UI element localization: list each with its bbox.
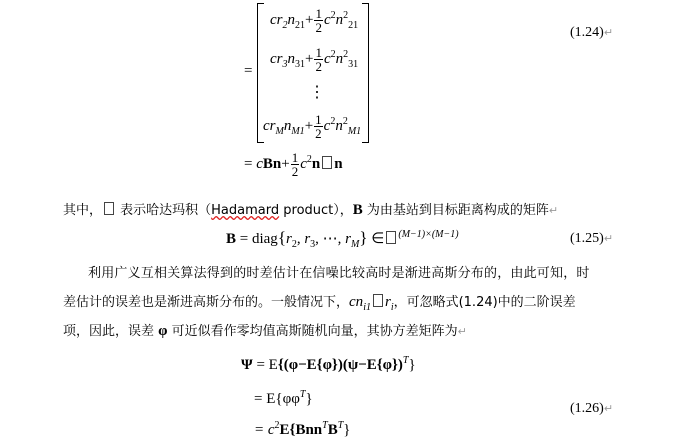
eq124-number: (1.24)↵ (570, 25, 614, 40)
hadamard-symbol (104, 202, 114, 215)
eq124-equals: = (244, 63, 253, 79)
hadamard-operator-glyph (322, 156, 332, 169)
right-bracket (362, 3, 369, 143)
eq126-line-1: $\Psi = E\{(\varphi-E\{\varphi\})(\psi-E\{\varphi\})^T\}$ (241, 355, 416, 373)
matrix-row-1: $cr_2n_{21}+$ $\frac{1}{2}$ $c^2n^2_{21}$ (270, 6, 359, 35)
paragraph-line-1: 利用广义互相关算法得到的时差估计在信噪比较高时是渐进高斯分布的，由此可知，时 (88, 266, 590, 281)
vertical-dots: ⋮ (309, 84, 325, 101)
eq126-number: (1.26)↵ (570, 401, 614, 416)
eq125-number: (1.25)↵ (570, 231, 614, 246)
eq125: $B = diag\{r_2$, $r_3$, ⋯, $r_M$} ∈ $^{(M-1)\times(M-1)}$ (226, 228, 459, 250)
paragraph-line-2: 差估计的误差也是渐进高斯分布的。一般情况下，$cn_{i1}$ $r_i$，可忽略式(1.24)中的二阶误差 (63, 294, 576, 313)
definition-line: 其中， 表示哈达玛积（Hadamard product），B 为由基站到目标距离构成的矩阵↵ (63, 202, 559, 218)
eq126-line-2: = $E\{\varphi\varphi^T\}$ (254, 389, 313, 407)
matrix-row-2: $cr_3n_{31}+$ $\frac{1}{2}$ $c^2n^2_{31}$ (270, 45, 359, 74)
eq124-line-2: = cBn+ $\frac{1}{2}$ $c^2n$ n (244, 150, 343, 179)
real-numbers-glyph (386, 231, 396, 244)
eq126-line-3: = $c^2E\{Bnn^TB^T\}$ (254, 420, 351, 438)
paragraph-line-3: 项，因此，误差 φ 可近似看作零均值高斯随机向量，其协方差矩阵为↵ (63, 323, 467, 339)
matrix-row-4: $cr_Mn_{M1}+$ $\frac{1}{2}$ $c^2n^2_{M1}$ (263, 112, 362, 141)
much-less-glyph (373, 294, 383, 307)
